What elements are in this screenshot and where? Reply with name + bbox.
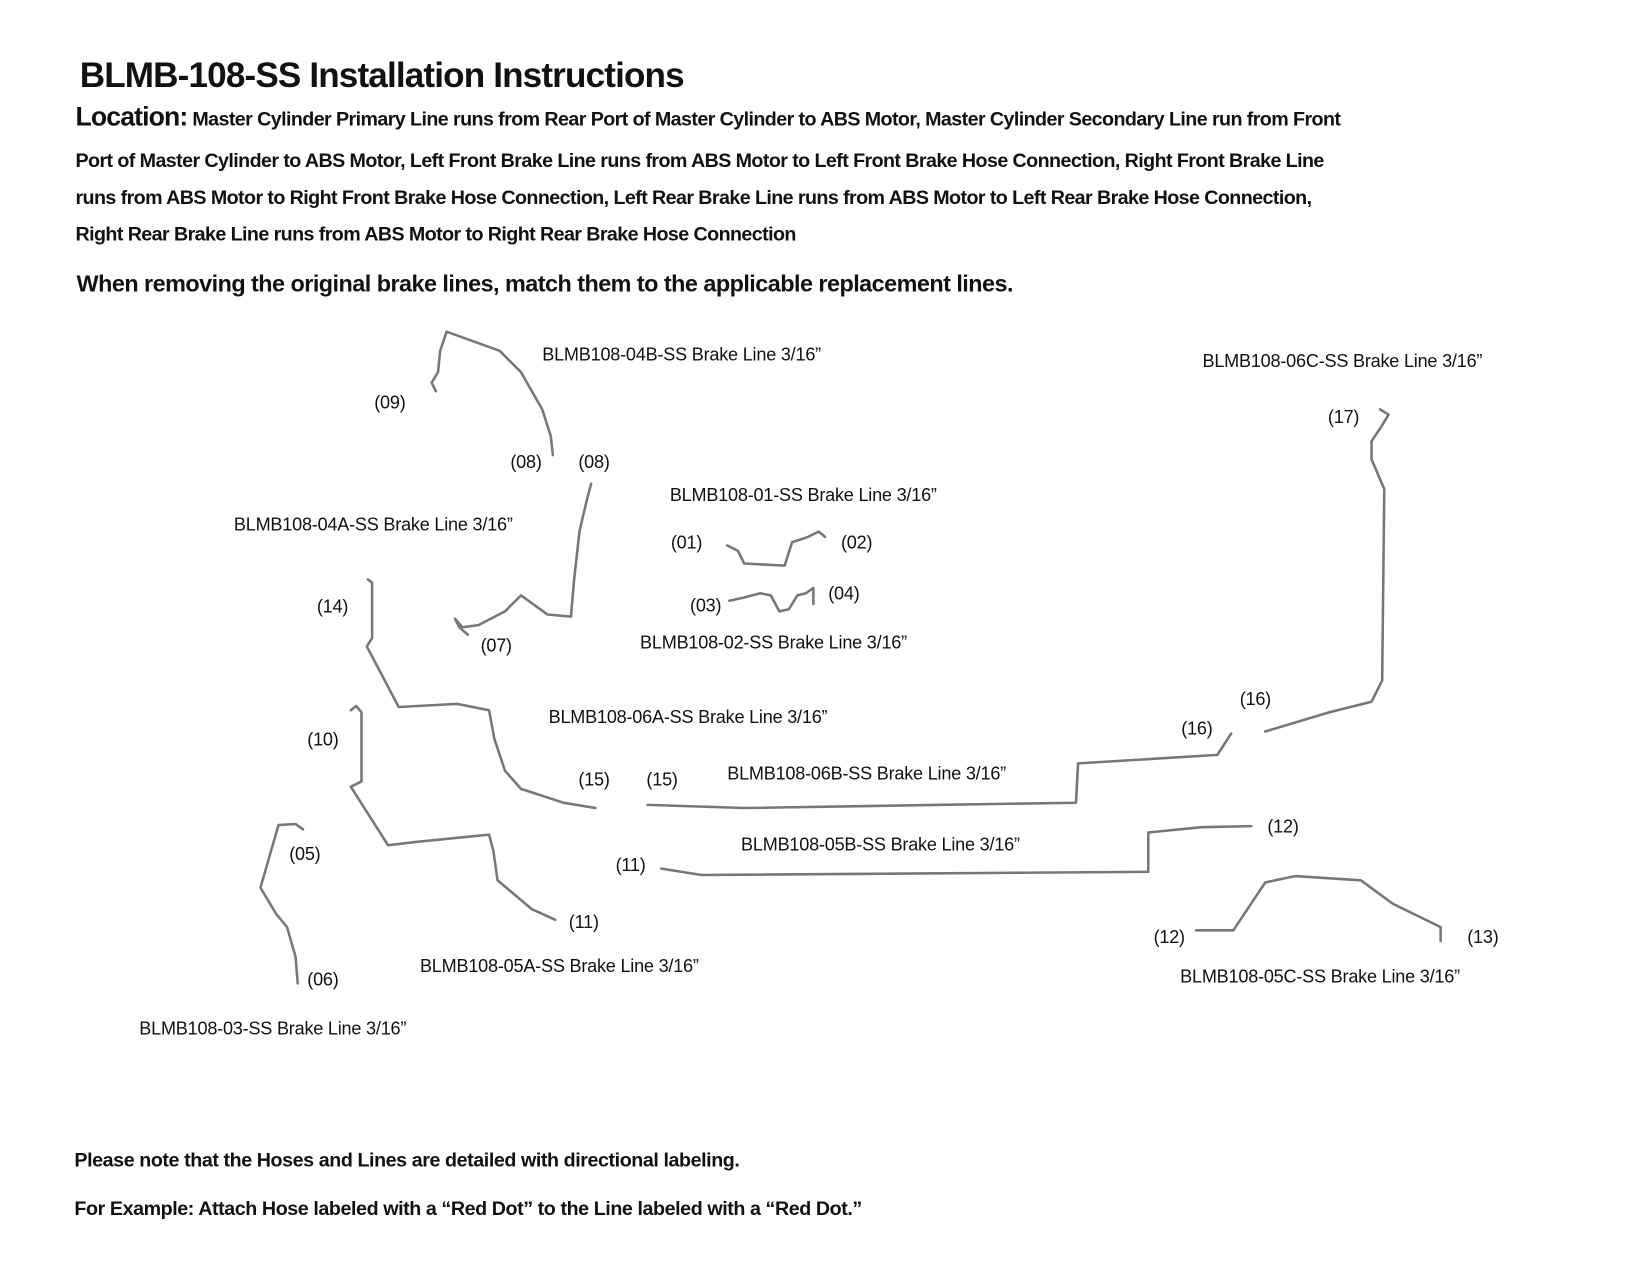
connector-label: (04) [828, 583, 860, 604]
connector-label: (11) [568, 912, 599, 933]
location-line-3: runs from ABS Motor to Right Front Brake Hose Connection, Left Rear Brake Line runs from ABS Motor to Left Rear Brake Hose Connection, [75, 186, 1312, 209]
connector-label: (14) [316, 596, 349, 617]
connector-label: (12) [1153, 927, 1185, 948]
connector-label: (08) [578, 451, 610, 473]
connector-label: (15) [646, 769, 678, 790]
connector-label: (08) [510, 451, 542, 473]
instruction-text: When removing the original brake lines, match them to the applicable replacement lines. [76, 270, 1013, 297]
part-label-05c: BLMB108-05C-SS Brake Line 3/16” [1180, 966, 1460, 987]
part-label-04b: BLMB108-04B-SS Brake Line 3/16” [542, 344, 821, 365]
brake-line-04b [432, 332, 553, 455]
connector-label: (12) [1267, 816, 1299, 837]
location-line-4: Right Rear Brake Line runs from ABS Motor to Right Rear Brake Hose Connection [75, 222, 796, 245]
part-label-06b: BLMB108-06B-SS Brake Line 3/16” [727, 763, 1006, 784]
footer-example: For Example: Attach Hose labeled with a “Red Dot” to the Line labeled with a “Red Dot.” [74, 1197, 862, 1220]
connector-label: (13) [1467, 927, 1499, 948]
brake-line-06a [367, 579, 596, 808]
brake-line-05c [1196, 876, 1441, 941]
part-label-02: BLMB108-02-SS Brake Line 3/16” [640, 632, 907, 653]
part-label-06c: BLMB108-06C-SS Brake Line 3/16” [1202, 350, 1483, 372]
part-label-03: BLMB108-03-SS Brake Line 3/16” [139, 1018, 407, 1039]
connector-label: (15) [578, 769, 610, 790]
connector-label: (03) [690, 595, 722, 616]
connector-label: (05) [289, 844, 321, 865]
connector-label: (02) [840, 532, 873, 553]
location-text: Master Cylinder Primary Line runs from Rear Port of Master Cylinder to ABS Motor, Master Cylinder Secondary Line run from Front [192, 107, 1341, 130]
part-label-05a: BLMB108-05A-SS Brake Line 3/16” [419, 955, 699, 977]
connector-label: (10) [307, 729, 339, 750]
brake-line-01 [727, 532, 825, 566]
connector-label: (06) [307, 969, 339, 990]
connector-label: (07) [480, 635, 512, 656]
brake-line-06c [1265, 409, 1388, 731]
connector-label: (09) [374, 392, 406, 413]
part-label-05b: BLMB108-05B-SS Brake Line 3/16” [741, 834, 1020, 855]
connector-label: (11) [615, 854, 646, 876]
connector-label: (16) [1181, 718, 1213, 739]
connector-label: (01) [670, 532, 703, 553]
location-line-2: Port of Master Cylinder to ABS Motor, Left Front Brake Line runs from ABS Motor to Left Front Brake Hose Connection, Right Front Brake Line [75, 148, 1324, 172]
page-title: BLMB-108-SS Installation Instructions [79, 55, 684, 95]
connector-label: (16) [1239, 688, 1271, 710]
brake-line-05a [351, 706, 555, 920]
part-label-06a: BLMB108-06A-SS Brake Line 3/16” [548, 707, 828, 728]
part-label-01: BLMB108-01-SS Brake Line 3/16” [669, 484, 937, 506]
brake-line-04a [455, 484, 591, 635]
connector-label: (17) [1327, 407, 1360, 428]
part-label-04a: BLMB108-04A-SS Brake Line 3/16” [233, 514, 513, 535]
brake-line-02 [729, 588, 813, 611]
footer-note: Please note that the Hoses and Lines are detailed with directional labeling. [74, 1148, 740, 1171]
location-label: Location: [75, 102, 188, 132]
